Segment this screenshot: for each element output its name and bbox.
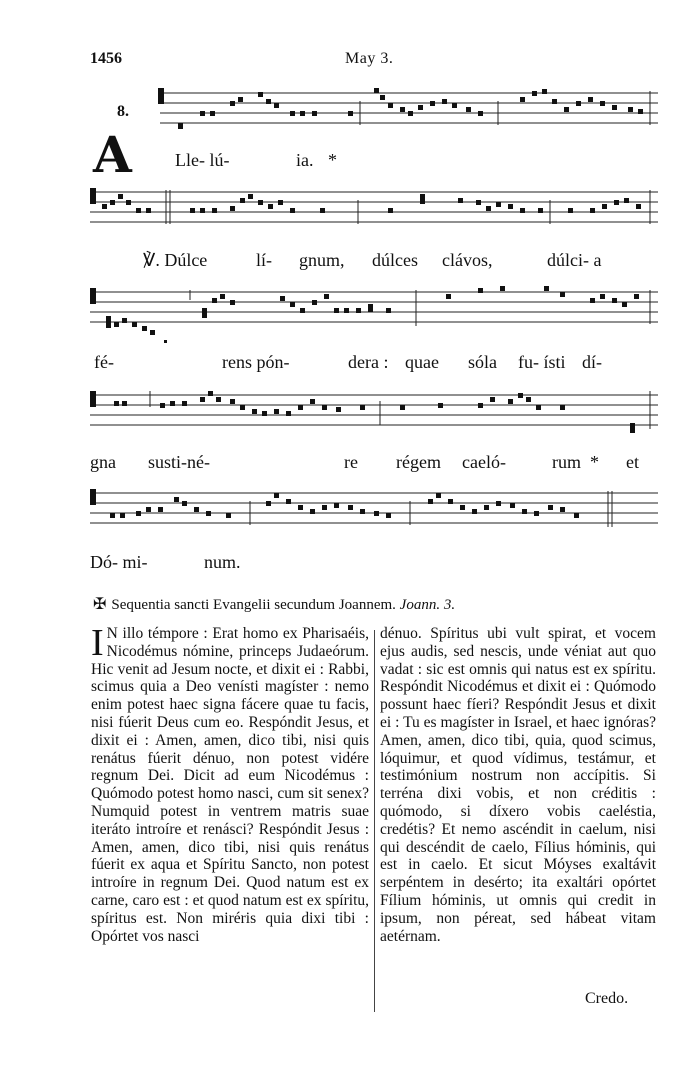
syllable: susti-né-	[148, 452, 210, 472]
column-divider	[374, 630, 375, 1012]
music-staff-1	[90, 85, 658, 140]
syllable: fu- ísti	[518, 352, 566, 372]
syllable: fé-	[94, 352, 114, 372]
music-staff-4	[90, 385, 658, 440]
chant-lyrics-1	[90, 150, 658, 174]
syllable: sóla	[468, 352, 497, 372]
cross-icon: ✠	[93, 596, 107, 613]
gospel-reference: Joann. 3.	[399, 597, 456, 613]
gospel-text-left: N illo témpore : Erat homo ex Pharisaéis, Nicodémus nómine, princeps Judaeórum. Hic venit ad Jesum nocte, et dixit ei : Rabbi, scimus quia a Deo venísti magíster : nemo enim potest haec signa fácere quae tu facis, nisi fúerit Deus cum eo. Respóndit Jesus, et dixit ei : Amen, amen, dico tibi, nisi quis renátus fúerit dénuo, non potest vidére regnum Dei. Dicit ad eum Nicodémus : Quómodo potest homo nasci, cum sit senex? Numquid potest in ventrem matris suae iteráto introíre et renásci? Respóndit Jesus : Amen, amen, dico tibi, nisi quis renátus fúerit ex aqua et Spíritu Sancto, non potest introíre in regnum Dei. Quod natum est ex carne, caro est : et quod natum est ex spíritu, spíritus est. Non miréris quia dixi tibi : Opórtet vos nasci	[91, 625, 369, 945]
syllable: gna	[90, 452, 116, 472]
music-staff-5	[90, 485, 658, 535]
syllable: dúlces	[372, 250, 418, 270]
syllable: *	[590, 452, 599, 472]
staff-1-svg	[90, 85, 658, 140]
music-staff-2	[90, 180, 658, 235]
syllable: gnum,	[299, 250, 345, 270]
syllable: num.	[204, 552, 241, 572]
drop-cap: I	[91, 622, 104, 664]
syllable: dera :	[348, 352, 389, 372]
gospel-column-right	[380, 625, 656, 945]
chant-lyrics-2	[90, 250, 658, 274]
music-staff-3	[90, 280, 658, 348]
syllable: caeló-	[462, 452, 506, 472]
page-date: May 3.	[345, 50, 394, 67]
chant-initial: A	[93, 125, 132, 184]
syllable: régem	[396, 452, 441, 472]
syllable: rens pón-	[222, 352, 290, 372]
syllable: re	[344, 452, 358, 472]
staff-5-svg	[90, 485, 658, 535]
chant-lyrics-4	[90, 452, 658, 476]
syllable: Lle- lú-	[175, 150, 230, 170]
syllable: Dó- mi-	[90, 552, 148, 572]
gospel-text-right: dénuo. Spíritus ubi vult spirat, et vocem ejus audis, sed nescis, unde véniat aut quo vadat : sic est omnis qui natus est ex spíritu. Respóndit Nicodémus et dixit ei : Quómodo possunt haec fíeri? Respóndit Jesus et dixit ei : Tu es magíster in Israel, et haec ignóras? Amen, amen, dico tibi, quia, quod scimus, lóquimur, et quod vídimus, testámur, et testimónium nostrum non accípitis. Si terréna dixi vobis, et non créditis : quómodo, si díxero vobis caeléstia, credétis? Et nemo ascéndit in caelum, nisi qui descéndit de caelo, Fílius hóminis, qui est in caelo. Et sicut Móyses exaltávit serpéntem in desérto; ita exaltári opórtet Fílium hóminis, ut omnis qui credit in ipsum, non péreat, sed hábeat vitam aetérnam.	[380, 625, 656, 945]
staff-3-svg	[90, 280, 658, 348]
gospel-heading-text: Sequentia sancti Evangelii secundum Joannem.	[111, 597, 396, 613]
syllable: rum	[552, 452, 581, 472]
syllable: quae	[405, 352, 439, 372]
syllable: ia.	[296, 150, 314, 170]
page-number: 1456	[90, 50, 122, 67]
staff-4-svg	[90, 385, 658, 440]
staff-2-svg	[90, 180, 658, 235]
syllable: clávos,	[442, 250, 493, 270]
chant-lyrics-5	[90, 552, 658, 576]
syllable: dúlci- a	[547, 250, 602, 270]
syllable: et	[626, 452, 639, 472]
syllable: ℣. Dúlce	[143, 250, 208, 270]
gospel-heading	[93, 594, 673, 614]
syllable: lí-	[256, 250, 272, 270]
syllable: dí-	[582, 352, 602, 372]
chant-lyrics-3	[90, 352, 658, 376]
syllable: *	[328, 150, 337, 170]
credo-label: Credo.	[585, 990, 629, 1007]
gospel-column-left	[91, 622, 369, 945]
verse-number: 8.	[117, 103, 129, 120]
